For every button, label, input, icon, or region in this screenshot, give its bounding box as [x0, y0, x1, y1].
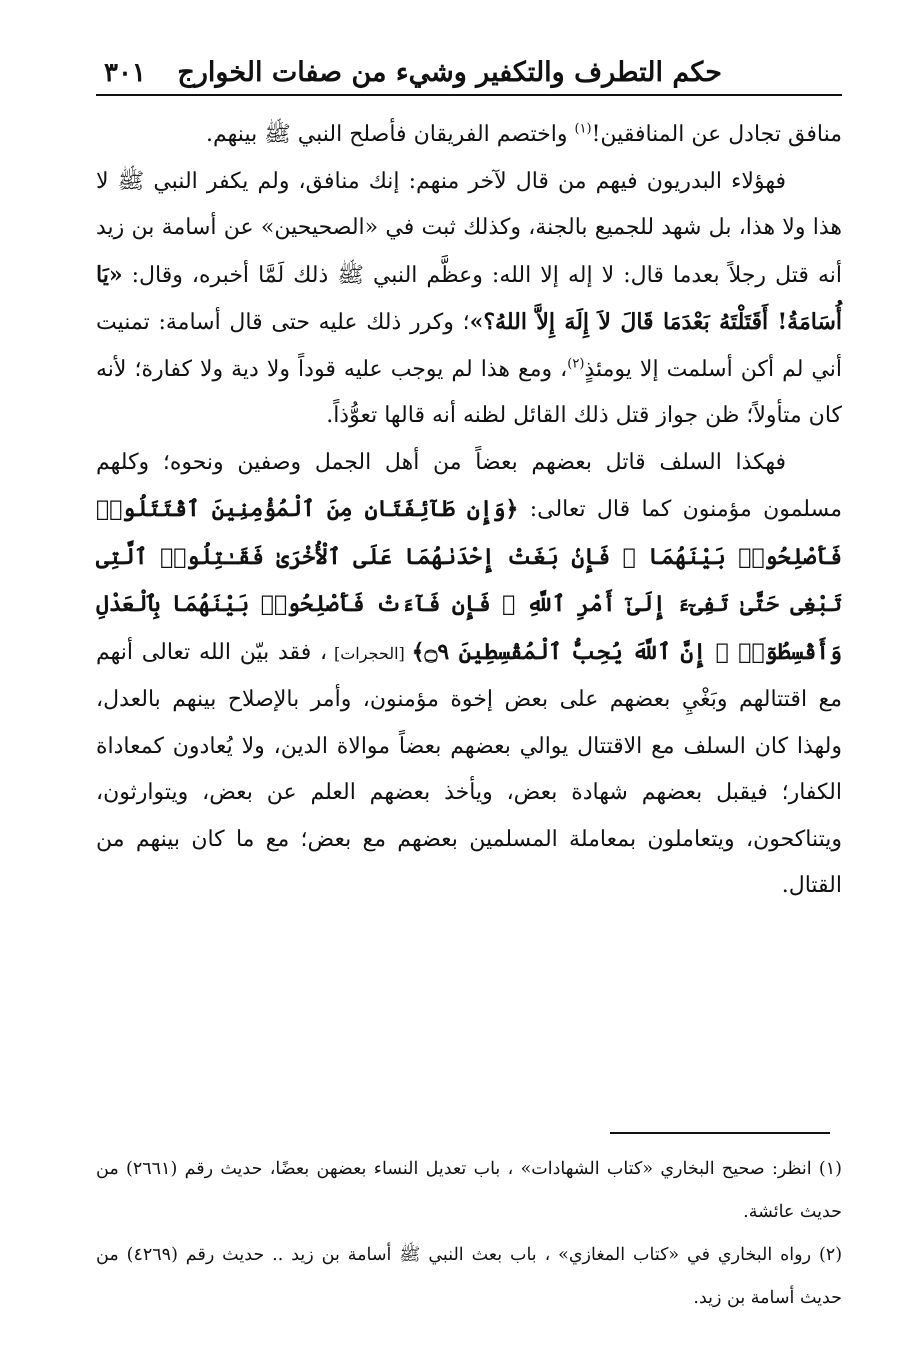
quran-verse: ﴿وَإِن طَآئِفَتَانِ مِنَ ٱلْمُؤْمِنِينَ ٱقْتَتَلُوا۟ فَأَصْلِحُوا۟ بَيْنَهُمَا ۖ فَإِنۢ بَغَتْ إِحْدَىٰهُمَا عَلَى ٱلْأُخْرَىٰ فَقَـٰتِلُوا۟ ٱلَّتِى تَبْغِى حَتَّىٰ تَفِىٓءَ إِلَىٰٓ أَمْرِ ٱللَّهِ ۚ فَإِن فَآءَتْ فَأَصْلِحُوا۟ بَيْنَهُمَا بِٱلْعَدْلِ وَأَقْسِطُوٓا۟ ۖ إِنَّ ٱللَّهَ يُحِبُّ ٱلْمُقْسِطِينَ ۝٩﴾	[96, 496, 843, 665]
paragraph-2-text-mid: ؛ وكرر ذلك عليه حتى قال أسامة: تمنيت أني لم أكن أسلمت إلا يومئذٍ	[96, 310, 843, 382]
hadith-quote: «يَا أُسَامَةُ! أَقَتَلْتَهُ بَعْدَمَا قَالَ لاَ إِلَهَ إِلاَّ اللهُ؟»	[96, 261, 843, 335]
paragraph-2-text-end: ، ومع هذا لم يوجب عليه قوداً ولا دية ولا كفارة؛ لأنه كان متأولاً؛ ظن جواز قتل ذلك القائل لظنه أنه قالها تعوُّذاً.	[96, 356, 842, 428]
paragraph-1	[96, 112, 842, 159]
paragraph-3-text: فهكذا السلف قاتل بعضهم بعضاً من أهل الجمل وصفين ونحوه؛ وكلهم مسلمون مؤمنون كما قال تعالى:	[96, 449, 842, 522]
paragraph-2	[96, 159, 842, 440]
paragraph-3	[96, 440, 842, 910]
surah-reference: [الحجرات]	[327, 643, 412, 663]
running-title: حكم التطرف والتكفير وشيء من صفات الخوارج	[177, 57, 722, 88]
page-number: ٣٠١	[104, 58, 146, 88]
paragraph-2-text: فهؤلاء البدريون فيهم من قال لآخر منهم: إنك منافق، ولم يكفر النبي ﷺ لا هذا ولا هذا، بل شهد للجميع بالجنة، وكذلك ثبت في «الصحيحين» عن أسامة بن زيد أنه قتل رجلاً بعدما قال: لا إله إلا الله: وعظَّم النبي ﷺ ذلك لَمَّا أخبره، وقال:	[96, 168, 842, 288]
footnote-ref-1[interactable]: (١)	[574, 121, 592, 137]
page-header	[96, 38, 842, 96]
paragraph-3-text-end: ، فقد بيّن الله تعالى أنهم مع اقتتالهم وبَغْيِ بعضهم على بعض إخوة مؤمنون، وأمر بالإصلاح بينهم بالعدل، ولهذا كان السلف مع الاقتتال يوالي بعضهم بعضاً موالاة الدين، ولا يُعادون كمعاداة الكفار؛ فيقبل بعضهم شهادة بعض، ويأخذ بعضهم العلم عن بعض، ويتوارثون، ويتناكحون، ويتعاملون بمعاملة المسلمين بعضهم مع بعض؛ مع ما كان بينهم من القتال.	[96, 639, 843, 898]
footnote-1: (١) انظر: صحيح البخاري «كتاب الشهادات» ، باب تعديل النساء بعضهن بعضًا، حديث رقم (٢٦٦١) من حديث عائشة.	[96, 1159, 842, 1222]
paragraph-1-text: منافق تجادل عن المنافقين!	[591, 122, 842, 147]
main-text	[96, 112, 842, 910]
footnote-divider	[610, 1132, 830, 1134]
footnote-ref-2[interactable]: (٢)	[567, 356, 585, 372]
paragraph-1-text-end: واختصم الفريقان فأصلح النبي ﷺ بينهم.	[206, 122, 575, 147]
footnotes	[96, 1148, 842, 1320]
footnote-2: (٢) رواه البخاري في «كتاب المغازي» ، باب بعث النبي ﷺ أسامة بن زيد .. حديث رقم (٤٢٦٩) من حديث أسامة بن زيد.	[96, 1245, 843, 1308]
